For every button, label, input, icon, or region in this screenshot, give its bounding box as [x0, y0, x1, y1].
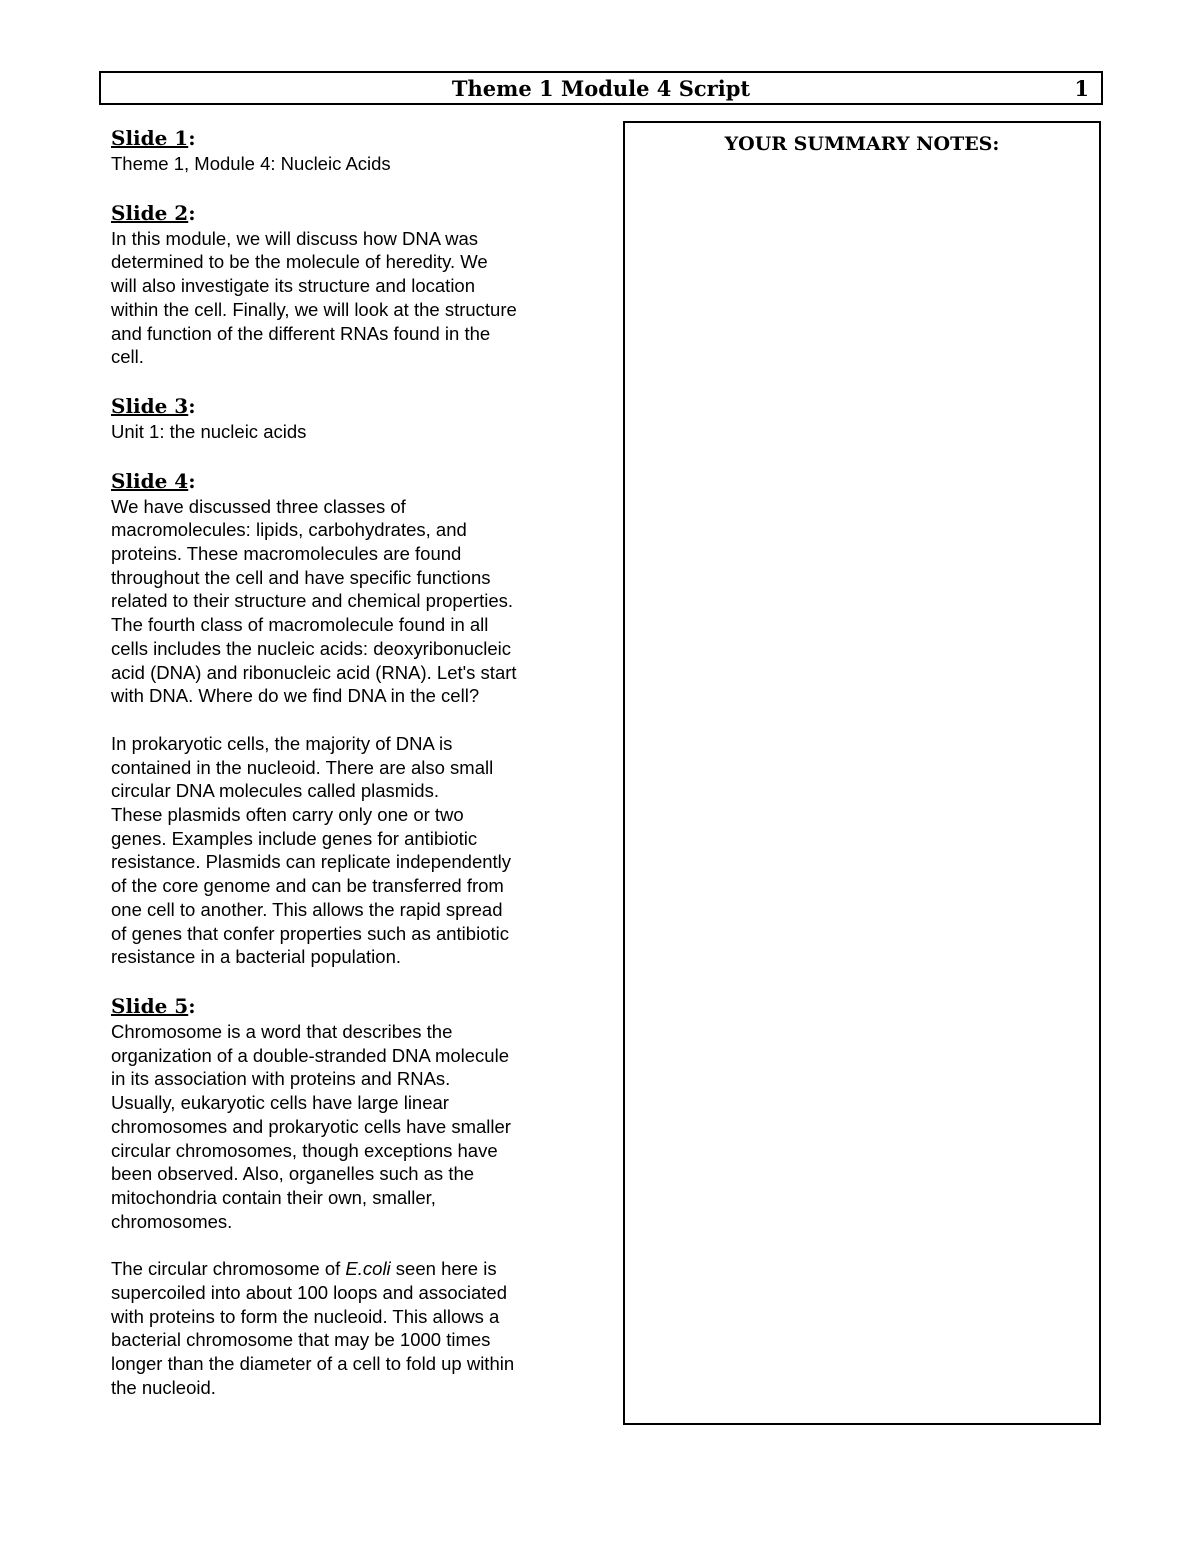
slide-1-label: Slide 1 — [111, 126, 189, 150]
ecoli-text-before: The circular chromosome of — [111, 1258, 346, 1280]
document-title: Theme 1 Module 4 Script — [451, 76, 751, 101]
slide-4-heading: Slide 4: — [111, 468, 196, 493]
slide-5-heading: Slide 5: — [111, 993, 196, 1018]
slide-2-text: In this module, we will discuss how DNA was determined to be the molecule of heredity. We will also investigate its structure and location within the cell. Finally, we will look at the structure and function of the different RNAs found in the cell. — [111, 227, 517, 368]
slide-4-section — [111, 468, 581, 969]
slide-4-label: Slide 4 — [111, 468, 189, 493]
slide-5-text-2 — [111, 1257, 581, 1399]
ecoli-species-name: E.coli — [345, 1258, 391, 1280]
page-header — [99, 71, 1103, 105]
slide-2-heading: Slide 2: — [111, 200, 196, 225]
slide-5-label: Slide 5 — [111, 993, 189, 1018]
slide-3-text: Unit 1: the nucleic acids — [111, 420, 307, 442]
slide-1-section — [111, 125, 581, 176]
slide-5-section — [111, 993, 581, 1400]
slide-3-heading: Slide 3: — [111, 393, 196, 418]
slide-3-label: Slide 3 — [111, 393, 189, 418]
slide-2-label: Slide 2 — [111, 200, 189, 225]
slide-2-section — [111, 200, 581, 369]
slide-3-section — [111, 393, 581, 444]
ecoli-text-after: seen here is supercoiled into about 100 loops and associated with proteins to form the nucleoid. This allows a bacterial chromosome that may be 1000 times longer than the diameter of a cell to fold up within the nucleoid. — [111, 1258, 515, 1398]
slide-5-text-1: Chromosome is a word that describes the organization of a double-stranded DNA molecule in its association with proteins and RNAs. Usually, eukaryotic cells have large linear chromosomes and prokaryotic cells have smaller circular chromosomes, though exceptions have been observed. Also, organelles such as the mitochondria contain their own, smaller, chromosomes. — [111, 1020, 511, 1232]
slide-1-text: Theme 1, Module 4: Nucleic Acids — [111, 153, 391, 174]
slide-4-text-2: In prokaryotic cells, the majority of DNA is contained in the nucleoid. There are also small circular DNA molecules called plasmids. These plasmids often carry only one or two genes. Examples include genes for antibiotic resistance. Plasmids can replicate independently of the core genome and can be transferred from one cell to another. This allows the rapid spread of genes that confer properties such as antibiotic resistance in a bacterial population. — [111, 732, 512, 968]
summary-notes-title: YOUR SUMMARY NOTES: — [724, 133, 1000, 155]
slide-1-heading: Slide 1: — [111, 126, 196, 150]
script-column — [111, 125, 581, 1424]
page-number: 1 — [1074, 76, 1089, 101]
summary-notes-box[interactable] — [623, 121, 1101, 1425]
slide-4-text-1: We have discussed three classes of macromolecules: lipids, carbohydrates, and proteins. These macromolecules are found throughout the cell and have specific functions related to their structure and chemical properties. The fourth class of macromolecule found in all cells includes the nucleic acids: deoxyribonucleic acid (DNA) and ribonucleic acid (RNA). Let's start with DNA. Where do we find DNA in the cell? — [111, 495, 517, 707]
